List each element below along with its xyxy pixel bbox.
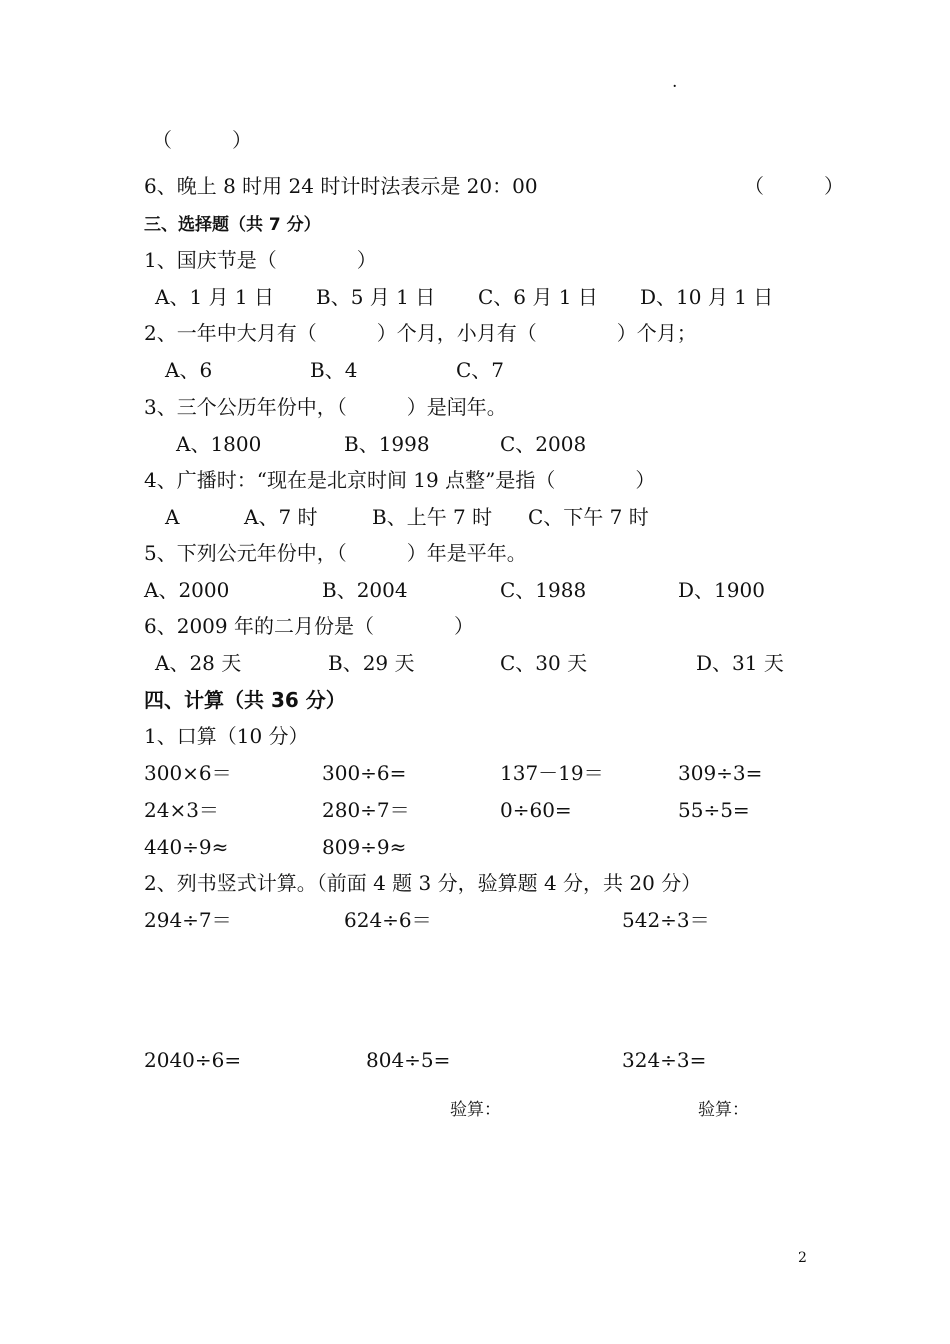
vertical-calc-item: 804÷5=	[366, 1048, 451, 1072]
q3-text: 3、三个公历年份中，（ ）是闰年。	[144, 395, 507, 419]
oral-calc-item: 309÷3=	[678, 761, 763, 785]
check-label: 验算：	[450, 1100, 501, 1120]
vertical-calc-item: 2040÷6=	[144, 1048, 242, 1072]
oral-calc-item: 137－19＝	[500, 761, 604, 785]
prev-answer-blank: （ ）	[152, 128, 252, 152]
q3-option-a: A、1800	[176, 432, 262, 456]
q4-option-a: A、7 时	[244, 505, 318, 529]
q5-text: 5、下列公元年份中，（ ）年是平年。	[144, 541, 527, 565]
q1-option-b: B、5 月 1 日	[316, 285, 436, 309]
q4-text: 4、广播时：“现在是北京时间 19 点整”是指（ ）	[144, 468, 656, 492]
q5-option-c: C、1988	[500, 578, 587, 602]
q6-option-a: A、28 天	[155, 651, 242, 675]
section4-title: 四、计算（共 36 分）	[144, 688, 346, 712]
judge-item-6: 6、晚上 8 时用 24 时计时法表示是 20：00	[144, 174, 538, 198]
vertical-calc-item: 542÷3＝	[622, 908, 710, 932]
q1-text: 1、国庆节是（ ）	[144, 248, 377, 272]
q2-option-c: C、7	[456, 358, 505, 382]
oral-calc-item: 809÷9≈	[322, 835, 407, 859]
oral-calc-item: 300÷6=	[322, 761, 407, 785]
q5-option-a: A、2000	[144, 578, 230, 602]
q4-option-c: C、下午 7 时	[528, 505, 649, 529]
q2-text: 2、一年中大月有（ ）个月，小月有（ ）个月；	[144, 321, 697, 345]
q5-option-d: D、1900	[678, 578, 765, 602]
section3-title: 三、选择题（共 7 分）	[144, 215, 321, 235]
q2-option-b: B、4	[310, 358, 358, 382]
q4-option-stray: A	[165, 505, 180, 529]
q1-option-a: A、1 月 1 日	[155, 285, 274, 309]
judge-item-6-blank: （ ）	[744, 174, 844, 198]
vertical-calc-item: 324÷3=	[622, 1048, 707, 1072]
oral-calc-item: 280÷7＝	[322, 798, 410, 822]
page-number: 2	[798, 1250, 807, 1266]
vertical-calc-item: 624÷6＝	[344, 908, 432, 932]
q6-option-c: C、30 天	[500, 651, 588, 675]
q3-option-b: B、1998	[344, 432, 430, 456]
oral-calc-item: 24×3＝	[144, 798, 219, 822]
q6-option-d: D、31 天	[696, 651, 784, 675]
q6-option-b: B、29 天	[328, 651, 415, 675]
oral-calc-item: 0÷60=	[500, 798, 572, 822]
q2-option-a: A、6	[165, 358, 213, 382]
vertical-calc-item: 294÷7＝	[144, 908, 232, 932]
check-label: 验算：	[698, 1100, 749, 1120]
oral-calc-item: 440÷9≈	[144, 835, 229, 859]
q4-option-b: B、上午 7 时	[372, 505, 493, 529]
q5-option-b: B、2004	[322, 578, 408, 602]
q1-option-c: C、6 月 1 日	[478, 285, 598, 309]
oral-calc-heading: 1、口算（10 分）	[144, 724, 309, 748]
oral-calc-item: 300×6＝	[144, 761, 232, 785]
vertical-calc-heading: 2、列书竖式计算。（前面 4 题 3 分，验算题 4 分，共 20 分）	[144, 871, 702, 895]
q3-option-c: C、2008	[500, 432, 587, 456]
oral-calc-item: 55÷5=	[678, 798, 750, 822]
q1-option-d: D、10 月 1 日	[640, 285, 774, 309]
q6-text: 6、2009 年的二月份是（ ）	[144, 614, 474, 638]
top-dot: .	[672, 72, 678, 92]
